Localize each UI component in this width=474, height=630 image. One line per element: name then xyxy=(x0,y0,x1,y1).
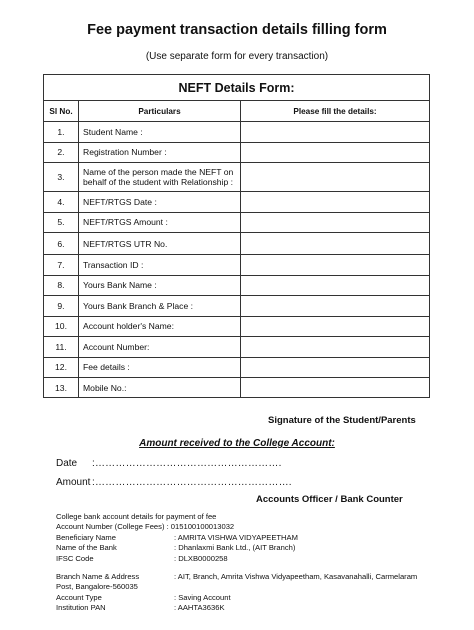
table-row xyxy=(44,296,430,317)
row-number: 4. xyxy=(44,192,79,213)
row-particular: Transaction ID : xyxy=(79,255,241,276)
amount-label: Amount xyxy=(56,477,91,488)
row-number: 8. xyxy=(44,275,79,296)
fill-cell[interactable] xyxy=(241,357,430,378)
row-number: 13. xyxy=(44,378,79,398)
row-number: 11. xyxy=(44,337,79,358)
row-number: 2. xyxy=(44,142,79,163)
fill-cell[interactable] xyxy=(241,296,430,317)
fill-cell[interactable] xyxy=(241,142,430,163)
neft-details-table xyxy=(43,74,430,398)
fill-cell[interactable] xyxy=(241,378,430,398)
signature-label: Signature of the Student/Parents xyxy=(268,415,416,426)
row-particular: Mobile No.: xyxy=(79,378,241,398)
table-caption: NEFT Details Form: xyxy=(44,75,430,101)
table-row xyxy=(44,378,430,398)
fill-cell[interactable] xyxy=(241,337,430,358)
amount-field[interactable]: :…………………………………………………. xyxy=(92,477,292,488)
table-row xyxy=(44,212,430,233)
fill-cell[interactable] xyxy=(241,163,430,192)
header-sl-no: Sl No. xyxy=(44,101,79,122)
table-row xyxy=(44,275,430,296)
row-particular: Student Name : xyxy=(79,122,241,143)
fill-cell[interactable] xyxy=(241,192,430,213)
header-fill-details: Please fill the details: xyxy=(241,101,430,122)
row-particular: Account Number: xyxy=(79,337,241,358)
fill-cell[interactable] xyxy=(241,212,430,233)
account-type-label: Account Type xyxy=(56,592,102,602)
table-row xyxy=(44,163,430,192)
row-particular: NEFT/RTGS Date : xyxy=(79,192,241,213)
row-particular: Account holder's Name: xyxy=(79,316,241,337)
account-number: Account Number (College Fees) : 015100100013032 xyxy=(56,522,235,532)
form-subtitle: (Use separate form for every transaction) xyxy=(145,51,329,62)
date-field[interactable]: :………………………………………………. xyxy=(92,458,282,469)
fill-cell[interactable] xyxy=(241,255,430,276)
header-particulars: Particulars xyxy=(79,101,241,122)
table-row xyxy=(44,357,430,378)
ifsc-value: : DLXB0000258 xyxy=(174,553,228,563)
row-number: 10. xyxy=(44,316,79,337)
beneficiary-label: Beneficiary Name xyxy=(56,532,116,542)
row-number: 6. xyxy=(44,233,79,255)
table-row xyxy=(44,122,430,143)
bank-intro: College bank account details for payment of fee xyxy=(56,512,217,521)
table-row xyxy=(44,337,430,358)
form-title: Fee payment transaction details filling form xyxy=(87,22,387,38)
amount-received-heading: Amount received to the College Account: xyxy=(139,438,335,449)
fill-cell[interactable] xyxy=(241,233,430,255)
row-particular: Registration Number : xyxy=(79,142,241,163)
table-row xyxy=(44,192,430,213)
accounts-officer-label: Accounts Officer / Bank Counter xyxy=(256,494,403,505)
pan-label: Institution PAN xyxy=(56,603,106,613)
fill-cell[interactable] xyxy=(241,275,430,296)
row-particular: Fee details : xyxy=(79,357,241,378)
row-particular: NEFT/RTGS Amount : xyxy=(79,212,241,233)
fill-cell[interactable] xyxy=(241,122,430,143)
account-type-value: : Saving Account xyxy=(174,592,231,602)
bank-name-value: : Dhanlaxmi Bank Ltd., (AIT Branch) xyxy=(174,543,296,553)
beneficiary-value: : AMRITA VISHWA VIDYAPEETHAM xyxy=(174,532,298,542)
table-row xyxy=(44,316,430,337)
branch-label: Branch Name & Address xyxy=(56,571,140,581)
row-particular: NEFT/RTGS UTR No. xyxy=(79,233,241,255)
pan-value: : AAHTA3636K xyxy=(174,603,225,613)
row-particular: Name of the person made the NEFT on behalf of the student with Relationship : xyxy=(79,163,241,192)
table-row xyxy=(44,233,430,255)
row-particular: Yours Bank Name : xyxy=(79,275,241,296)
row-number: 9. xyxy=(44,296,79,317)
row-number: 3. xyxy=(44,163,79,192)
row-particular: Yours Bank Branch & Place : xyxy=(79,296,241,317)
branch-address-cont: Post, Bangalore-560035 xyxy=(56,582,138,592)
ifsc-label: IFSC Code xyxy=(56,553,94,563)
table-row xyxy=(44,255,430,276)
row-number: 1. xyxy=(44,122,79,143)
bank-details xyxy=(56,512,446,614)
row-number: 12. xyxy=(44,357,79,378)
branch-value: : AIT, Branch, Amrita Vishwa Vidyapeetham, Kasavanahalli, Carmelaram xyxy=(174,571,418,581)
row-number: 7. xyxy=(44,255,79,276)
fill-cell[interactable] xyxy=(241,316,430,337)
bank-name-label: Name of the Bank xyxy=(56,543,117,553)
row-number: 5. xyxy=(44,212,79,233)
date-label: Date xyxy=(56,458,78,469)
table-row xyxy=(44,142,430,163)
